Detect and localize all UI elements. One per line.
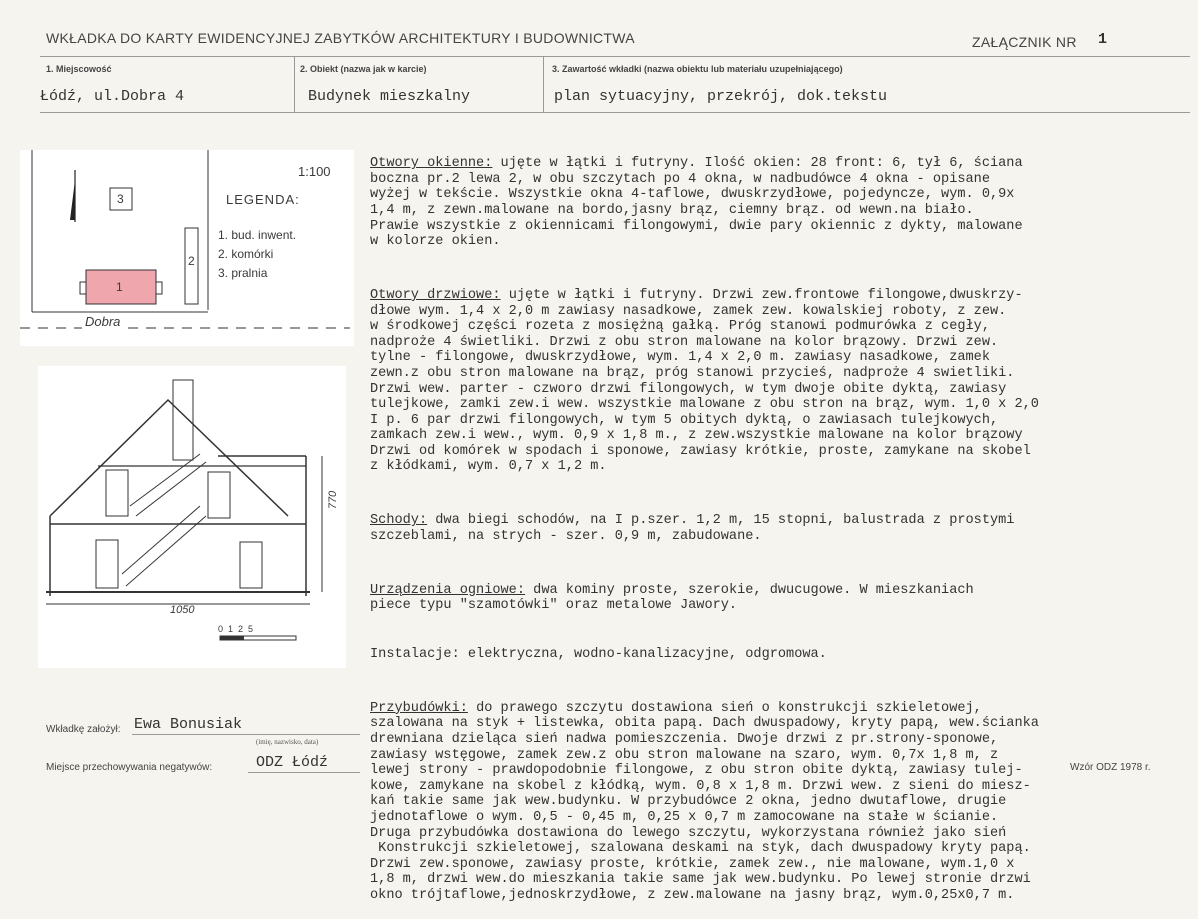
north-arrow-icon: [70, 180, 75, 220]
site-plan-photo: [20, 150, 354, 346]
text-line: w kolorze okien.: [370, 234, 501, 250]
storage-line: [248, 772, 360, 773]
text-line: nadproże 4 świetliki. Drzwi z obu stron malowane na kolor brązowy. Drzwi zew.: [370, 334, 999, 350]
appendix-number: 1: [1098, 31, 1108, 48]
made-by-value: Ewa Bonusiak: [134, 716, 243, 733]
plan-label-3: 3: [117, 192, 124, 206]
text-line: drewniana dzieląca sień nadwa pomieszczenia. Dwoje drzwi z pr.strony-sponowe,: [370, 731, 999, 747]
place-label: 1. Miejscowość: [46, 64, 112, 74]
text-line: tulejkowe, zamki zew.i wew. wszystkie malowane z obu stron na brąz, wym. 1,0 x 2,0: [370, 397, 1039, 413]
header-rule-bottom: [40, 112, 1190, 113]
plan-scale: 1:100: [298, 164, 331, 179]
text-line: z kłódkami, wym. 0,7 x 1,2 m.: [370, 459, 607, 475]
paragraph-doors: [370, 288, 1194, 475]
object-value: Budynek mieszkalny: [308, 88, 471, 105]
text-line: 1,4 m, z zewn.malowane na bordo,jasny brąz, ciemny brąz. od wewn.na biało.: [370, 202, 974, 218]
made-by-label: Wkładkę założył:: [46, 724, 121, 735]
text-line: dwa kominy proste, szerokie, dwucugowe. W mieszkaniach: [525, 582, 974, 598]
text-line: Prawie wszystkie z okiennicami filongowymi, dwie pary okiennic z dykty, malowane: [370, 218, 1023, 234]
text-line: Drzwi wew. parter - czworo drzwi filongowych, w tym dwoje obite dyktą, zawiasy: [370, 381, 1007, 397]
legend-item: 1. bud. inwent.: [218, 228, 297, 242]
text-line: do prawego szczytu dostawiona sień o konstrukcji szkieletowej,: [467, 700, 982, 716]
street-label: Dobra: [82, 314, 123, 329]
made-by-line: [132, 734, 360, 735]
text-line: wyżej w tekście. Wszystkie okna 4-taflowe, dwuskrzydłowe, pojedyncze, wym. 0,9x: [370, 187, 1015, 203]
storage-label: Miejsce przechowywania negatywów:: [46, 762, 213, 773]
paragraph-heading: Urządzenia ogniowe:: [370, 582, 525, 598]
text-line: lewej strony - prawdopodobnie filongowe, z obu stron obite dyktą, zawiasy tulej-: [370, 763, 1023, 779]
text-line: w środkowej części rozeta z mosiężną gałką. Próg stanowi podmurówka z cegły,: [370, 319, 990, 335]
text-line: tylne - filongowe, dwuskrzydłowe, wym. 1,4 x 2,0 m. zawiasy nasadkowe, zamek: [370, 350, 990, 366]
field-divider-1: [294, 56, 295, 112]
text-line: kań takie same jak wew.budynku. W przybudówce 2 okna, jedno dwutaflowe, drugie: [370, 794, 1007, 810]
content-label: 3. Zawartość wkładki (nazwa obiektu lub materiału uzupełniającego): [552, 64, 843, 74]
text-line: Drzwi od komórek w spodach i sponowe, zawiasy krótkie, proste, zamykane na skobel: [370, 443, 1031, 459]
legend-item: 3. pralnia: [218, 266, 268, 280]
section-drawing: [38, 366, 346, 668]
appendix-label: ZAŁĄCZNIK NR: [972, 34, 1077, 50]
text-line: dwa biegi schodów, na I p.szer. 1,2 m, 15 stopni, balustrada z prostymi: [427, 513, 1015, 529]
object-label: 2. Obiekt (nazwa jak w karcie): [300, 64, 427, 74]
text-line: zewn.z obu stron malowane na brąz, próg stanowi przycieś, nadproże 4 swietliki.: [370, 365, 1015, 381]
text-line: Drzwi zew.sponowe, zawiasy proste, krótkie, zamek zew., nie malowane, wym.1,0 x: [370, 856, 1015, 872]
field-divider-2: [543, 56, 544, 112]
header-rule-top: [40, 56, 1190, 57]
content-value: plan sytuacyjny, przekrój, dok.tekstu: [554, 88, 888, 105]
text-line: 1,8 m, drzwi wew.do mieszkania takie same jak wew.budynku. Po lewej stronie drzwi: [370, 872, 1031, 888]
text-line: ujęte w łątki i futryny. Drzwi zew.frontowe filongowe,dwuskrzy-: [500, 287, 1023, 303]
paragraph-heading: Schody:: [370, 513, 428, 529]
legend-title: LEGENDA:: [226, 192, 300, 207]
site-plan-drawing: [20, 150, 354, 346]
text-line: I p. 6 par drzwi filongowych, w tym 5 obitych dyktą, o zawiasach tulejkowych,: [370, 412, 999, 428]
scale-bar-ticks: 0 1 2 5: [218, 624, 254, 634]
text-line: kowe, zamykane na skobel z kłódką, wym. 0,8 x 1,8 m. Drzwi wew. z sieni do miesz-: [370, 778, 1031, 794]
text-line: piece typu "szamotówki" oraz metalowe Jawory.: [370, 598, 738, 614]
paragraph-heating: [370, 583, 1194, 614]
text-line: dłowe wym. 1,4 x 2,0 m zawiasy nasadkowe, zamek zew. kowalskiej roboty, z zew.: [370, 303, 1007, 319]
text-line: Druga przybudówka dostawiona do lewego szczytu, wykorzystana również jako sień: [370, 825, 1007, 841]
text-line: boczna pr.2 lewa 2, w obu szczytach po 4 okna, w nadbudówce 4 okna - opisane: [370, 171, 990, 187]
description-text: [370, 125, 1194, 919]
section-photo: [38, 366, 346, 668]
paragraph-annexes: [370, 701, 1194, 904]
text-line: ujęte w łątki i futryny. Ilość okien: 28 front: 6, tył 6, ściana: [492, 156, 1023, 172]
paragraph-stairs: [370, 513, 1194, 544]
text-line: zawiasy wstęgowe, zamek zew.z obu stron malowane na szaro, wym. 0,7x 1,8 m, z: [370, 747, 999, 763]
paragraph-windows: [370, 156, 1194, 250]
text-line: jednotaflowe o wym. 0,5 - 0,45 m, 0,25 x 0,7 m zamocowane na stałe w ścianie.: [370, 809, 999, 825]
text-line: okno trójtaflowe,jednoskrzydłowe, z zew.malowane na jasny brąz, wym.0,25x0,7 m.: [370, 887, 1015, 903]
text-line: szczeblami, na strych - szer. 0,9 m, zabudowane.: [370, 528, 762, 544]
paragraph-heading: Otwory okienne:: [370, 156, 493, 172]
made-by-hint: (imię, nazwisko, data): [256, 738, 319, 746]
place-value: Łódź, ul.Dobra 4: [40, 88, 185, 105]
text-line: Instalacje: elektryczna, wodno-kanalizacyjne, odgromowa.: [370, 647, 827, 662]
plan-label-1: 1: [116, 280, 123, 294]
text-line: Konstrukcji szkieletowej, szalowana deskami na styk, dach dwuspadowy kryty papą.: [370, 841, 1031, 857]
form-model: Wzór ODZ 1978 r.: [1070, 762, 1151, 773]
text-line: zamkach zew.i wew., wym. 0,9 x 1,8 m., z zew.wszystkie malowane na kolor brązowy: [370, 428, 1023, 444]
storage-value: ODZ Łódź: [256, 754, 329, 771]
paragraph-installations: [370, 647, 1194, 663]
text-line: szalowana na styk + listewka, obita papą. Dach dwuspadowy, kryty papą, wew.ścianka: [370, 716, 1039, 732]
height-dimension: 770: [327, 490, 340, 510]
plan-label-2: 2: [188, 254, 195, 268]
form-title: WKŁADKA DO KARTY EWIDENCYJNEJ ZABYTKÓW ARCHITEKTURY I BUDOWNICTWA: [46, 30, 635, 46]
paragraph-heading: Przybudówki:: [370, 700, 468, 716]
width-dimension: 1050: [170, 604, 195, 616]
legend-item: 2. komórki: [218, 247, 274, 261]
paragraph-heading: Otwory drzwiowe:: [370, 287, 501, 303]
